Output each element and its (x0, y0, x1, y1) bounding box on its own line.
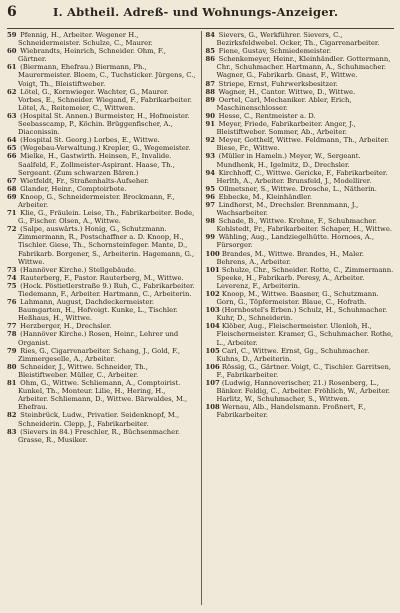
directory-entry (7, 347, 197, 363)
directory-entry (206, 250, 395, 266)
house-number: 104 (205, 322, 220, 331)
directory-entry (206, 290, 395, 306)
resident-list: Fiene, Gustav, Schmiedemeister. (218, 47, 332, 56)
directory-entry (206, 363, 395, 379)
house-number: 84 (205, 31, 215, 39)
directory-entry (7, 363, 197, 379)
resident-list: Herzberger, H., Drechsler. (20, 322, 112, 331)
resident-list: Glander, Heinr., Comptoirbote. (20, 184, 127, 193)
house-number: 86 (205, 55, 215, 64)
resident-list: Schneider, J., Wittwe. Schneider, Th., Bleistiftweber. Müller, C., Arbeiter. (18, 362, 148, 379)
directory-entry (206, 112, 395, 120)
house-number: 99 (205, 233, 215, 242)
house-number: 74 (7, 273, 17, 282)
resident-list: Steinbrück, Ludw., Privatier. Seidenknopf, M., Schneiderin. Clepp, J., Fabrikarbeiter. (18, 411, 180, 428)
directory-entry (7, 185, 197, 193)
house-number: 88 (205, 87, 215, 96)
house-number: 78 (7, 330, 17, 339)
resident-list: (Biermann, Ehefrau.) Biermann, Ph., Maurermeister. Bloem, C., Tuchsticker. Jürgens, C., Voigt, Th., Bleistiftweber. (18, 63, 196, 88)
directory-entry (7, 144, 197, 152)
directory-entry (206, 136, 395, 152)
house-number: 60 (7, 47, 17, 56)
directory-entry (206, 88, 395, 96)
directory-entry (206, 152, 395, 168)
page-header (7, 4, 394, 29)
resident-list: Schulze, Chr., Schneider. Rotte, C., Zimmermann. Speeke, H., Fabrikarb. Peresy, A., Arbeiter. Leverenz, F., Arbeiterin. (216, 265, 394, 290)
directory-entry (206, 233, 395, 249)
resident-list: Wagner, H., Cantor. Wittwe, D., Wittwe. (218, 87, 356, 96)
directory-entry (206, 31, 395, 47)
resident-list: (Hospital St. Annen.) Burmeister, H., Hofmeister. Seebasscamp, P., Köchin. Brüggenfischer, A., Diaconissin. (18, 111, 190, 137)
house-number: 77 (7, 322, 17, 331)
house-number: 97 (205, 200, 215, 209)
resident-list: Meyer, Friede, Fabrikarbeiter. Anger, J., Bleistiftweber. Sommer, Ab., Arbeiter. (216, 120, 356, 137)
directory-entry (7, 63, 197, 87)
directory-entry (206, 379, 395, 403)
resident-list: Striepe, Ernst, Fuhrwerksbesitzer. (218, 79, 338, 88)
house-number: 67 (7, 176, 17, 185)
directory-entry (7, 47, 197, 63)
directory-entry (7, 88, 197, 112)
directory-entry (206, 217, 395, 233)
resident-list: Carl, C., Wittwe. Ernst, Gg., Schuhmacher. Kuhns, D., Arbeiterin. (216, 346, 370, 363)
resident-list: Kirchhoff, C., Wittwe. Gericke, F., Fabrikarbeiter. Herlth, A., Arbeiter. Brunsfeld, J., Modellirer. (216, 168, 388, 185)
right-column (201, 31, 395, 611)
resident-list: Rössig, G., Gärtner. Voigt, C., Tischler. Garritsen, F., Fabrikarbeiter. (216, 362, 391, 379)
house-number: 95 (205, 184, 215, 193)
directory-entry (7, 282, 197, 298)
house-number: 93 (205, 152, 215, 161)
directory-entry (7, 266, 197, 274)
resident-list: (Hornbostel's Erben.) Schulz, H., Schuhmacher. Kuhr, D., Schneiderin. (216, 306, 388, 323)
directory-entry (7, 330, 197, 346)
resident-list: Brandes, M., Wittwe. Brandes, H., Maler. Behrens, A., Arbeiter. (216, 249, 364, 266)
resident-list: Wietfeldt, Fr., Straßenhalts-Aufseher. (20, 176, 149, 185)
running-head: I. Abtheil. Adreß- und Wohnungs-Anzeiger. (53, 5, 339, 19)
house-number: 75 (7, 281, 17, 290)
directory-entry (206, 306, 395, 322)
house-number: 105 (205, 346, 220, 355)
house-number: 72 (7, 225, 17, 234)
resident-list: Knoop, G., Schneidermeister. Brockmann, F., Arbeiter. (18, 192, 175, 209)
directory-entry (206, 96, 395, 112)
house-number: 106 (205, 362, 220, 371)
resident-list: Ebbecke, M., Kleinhändler. (218, 192, 312, 201)
house-number: 69 (7, 192, 17, 201)
house-number: 98 (205, 217, 215, 226)
left-column (7, 31, 201, 611)
resident-list: (Ludwig, Hannoverischer, 21.) Rosenberg, L., Bänker. Feldig, C., Arbeiter. Fröhlich, W., Arbeiter. Harlitz, W., Schuhmacher, S., Wittwen. (216, 379, 391, 404)
house-number: 81 (7, 379, 17, 388)
directory-entry (7, 152, 197, 176)
resident-list: Oertel, Carl, Mechaniker. Abler, Erich, Maschinenschlosser. (216, 95, 352, 112)
resident-list: Sievers, G., Werkführer. Sievers, C., Bezirksfeldwebel. Ocker, Th., Cigarrenarbeiter. (216, 31, 380, 48)
resident-list: Mielke, H., Gastwirth. Heinsen, F., Invalide. Saalfeld, F., Zollmeister-Aspirant. Haase, Th., Sergeant. (Zum schwarzen Bären.) (18, 152, 175, 177)
resident-list: Wähling, Aug., Landziegelhütte. Hornoes, A., Fürsorger. (216, 233, 374, 250)
resident-list: Schenkemeyer, Heinr., Kleinhändler. Gottermann, Chr., Schuhmacher. Hartmann, A., Schuhmacher. Wagner, G., Fabrikarb. Gnast, F., Wittwe. (216, 55, 391, 80)
resident-list: Klöber, Aug., Fleischermeister. Ulenloh, H., Fleischermeister. Kramer, G., Schuhmacher. Rothe, L., Arbeiter. (216, 322, 394, 347)
directory-entry (7, 379, 197, 411)
house-number: 64 (7, 136, 17, 145)
house-number: 82 (7, 411, 17, 420)
house-number: 96 (205, 192, 215, 201)
resident-list: (Hospital St. Georg.) Lorbes, E., Wittwe. (20, 136, 160, 145)
directory-entry (7, 298, 197, 322)
resident-list: Wernau, Alb., Handelsmann. Froßnert, F., Fabrikarbeiter. (216, 403, 366, 420)
resident-list: (Sievers in 84.) Freschler, R., Büchsenmacher. Grasse, R., Musiker. (18, 427, 180, 444)
resident-list: (Hock. Pöstietlerstraße 9.) Ruh, C., Fabrikarbeiter. Tiedemann, F., Arbeiter. Hartmann, C., Arbeiterin. (18, 281, 195, 298)
house-number: 108 (205, 403, 220, 412)
directory-entry (206, 322, 395, 346)
house-number: 90 (205, 111, 215, 120)
directory-entry (7, 193, 197, 209)
house-number: 80 (7, 362, 17, 371)
directory-entry (206, 80, 395, 88)
directory-entry (206, 55, 395, 79)
house-number: 107 (205, 379, 220, 388)
directory-entry (7, 112, 197, 136)
directory-entry (7, 411, 197, 427)
house-number: 66 (7, 152, 17, 161)
directory-entry (206, 201, 395, 217)
house-number: 76 (7, 298, 17, 307)
directory-entry (206, 169, 395, 185)
directory-entry (7, 428, 197, 444)
resident-list: Lahmann, August, Dachdeckermeister. Baumgarten, H., Hofvoigt. Kunke, L., Tischler. Heßhaus, H., Wittwe. (18, 298, 178, 323)
directory-entry (7, 136, 197, 144)
house-number: 87 (205, 79, 215, 88)
directory-entry (206, 266, 395, 290)
resident-list: Schade, B., Wittwe. Krohne, F., Schuhmacher. Kohlstedt, Fr., Fabrikarbeiter. Schaper, H., Wittwe. (216, 217, 393, 234)
resident-list: Pfennig, H., Arbeiter. Wegener H., Schneidermeister. Schulze, C., Maurer. (18, 31, 153, 48)
resident-list: Ollmetsner, S., Wittwe. Drosche, L., Nätherin. (218, 184, 377, 193)
house-number: 68 (7, 184, 17, 193)
resident-list: Ohm, G., Wittwe. Schliemann, A., Comptoirist. Kunkel, Th., Monteur. Lilie, H., Hering, H., Arbeiter. Schliemann, D., Wittwe. Bärwaldes, M., Ehefrau. (18, 379, 188, 412)
directory-entry (7, 274, 197, 282)
column-divider (201, 31, 202, 605)
directory-entry (206, 185, 395, 193)
resident-list: (Salpe, auswärts.) Honig, G., Schutzmann. Zimmermann, R., Postschaffner a. D. Knoop, H., Tischler. Giese, Th., Schornsteinfeger. Mante, D., Fabrikarb. Borgener, S., Arbeiterin. Hagemann, G., Wittwe. (18, 225, 195, 266)
resident-list: (Wegebau-Verwaltung.) Krepler, G., Wegemeister. (20, 144, 191, 153)
directory-entry (7, 177, 197, 185)
resident-list: Lötel, G., Kornwieger. Wachter, G., Maurer. Vorbes, E., Schneider. Wiegand, F., Fabrikarbeiter. Lötel, A., Reitemeier, C., Wittwen. (18, 87, 192, 112)
resident-list: Klie, G., Fräulein. Leise, Th., Fabrikarbeiter. Bode, G., Fischer. Olsen, A., Wittwe. (18, 209, 195, 226)
house-number: 92 (205, 136, 215, 145)
resident-list: (Hannöver Kirche.) Stellgebäude. (20, 265, 137, 274)
directory-entry (206, 120, 395, 136)
resident-list: Meyer, Gotthelf, Wittwe. Feldmann, Th., Arbeiter. Biese, Fr., Wittwe. (216, 136, 390, 153)
house-number: 83 (7, 427, 17, 436)
house-number: 103 (205, 306, 220, 315)
house-number: 85 (205, 47, 215, 56)
resident-list: Wiebrandts, Heinrich, Schneider. Ohm, F., Gärtner. (18, 47, 166, 64)
house-number: 61 (7, 63, 17, 72)
house-number: 79 (7, 346, 17, 355)
directory-entry (7, 209, 197, 225)
directory-entry (206, 47, 395, 55)
directory-entry (206, 193, 395, 201)
house-number: 100 (205, 249, 220, 258)
directory-entry (206, 347, 395, 363)
resident-list: Ries, G., Cigarrenarbeiter. Schang, J., Gold, F., Zimmergeselle, A., Arbeiter. (18, 346, 181, 363)
house-number: 102 (205, 290, 220, 298)
house-number: 94 (205, 168, 215, 177)
resident-list: (Hannöver Kirche.) Rosen, Heinr., Lehrer und Organist. (18, 330, 179, 347)
resident-list: (Müller in Hameln.) Meyer, W., Sergeant. Mundhenk, H., Igelmitz, D., Drechsler. (216, 152, 361, 169)
house-number: 73 (7, 265, 17, 274)
house-number: 71 (7, 209, 17, 218)
directory-entry (206, 403, 395, 419)
resident-list: Knoop, M., Wittwe. Baasner, G., Schutzmann. Gorn, G., Töpfermeister. Blaue, C., Hofrath. (216, 290, 379, 307)
house-number: 101 (205, 265, 220, 274)
house-number: 63 (7, 111, 17, 120)
house-number: 62 (7, 87, 17, 96)
resident-list: Rauterberg, F., Pastor. Rauterberg, M., Wittwe. (20, 273, 184, 282)
resident-list: Hesse, C., Rentmeister a. D. (218, 111, 316, 120)
directory-columns (7, 31, 394, 611)
directory-entry (7, 31, 197, 47)
directory-entry (7, 225, 197, 265)
house-number: 59 (7, 31, 17, 39)
house-number: 89 (205, 95, 215, 104)
page-number: 6 (7, 4, 17, 20)
house-number: 91 (205, 120, 215, 129)
house-number: 65 (7, 144, 17, 153)
resident-list: Lindhorst, M., Drechsler. Brennmann, J., Wachsarbeiter. (216, 200, 359, 218)
directory-entry (7, 322, 197, 330)
